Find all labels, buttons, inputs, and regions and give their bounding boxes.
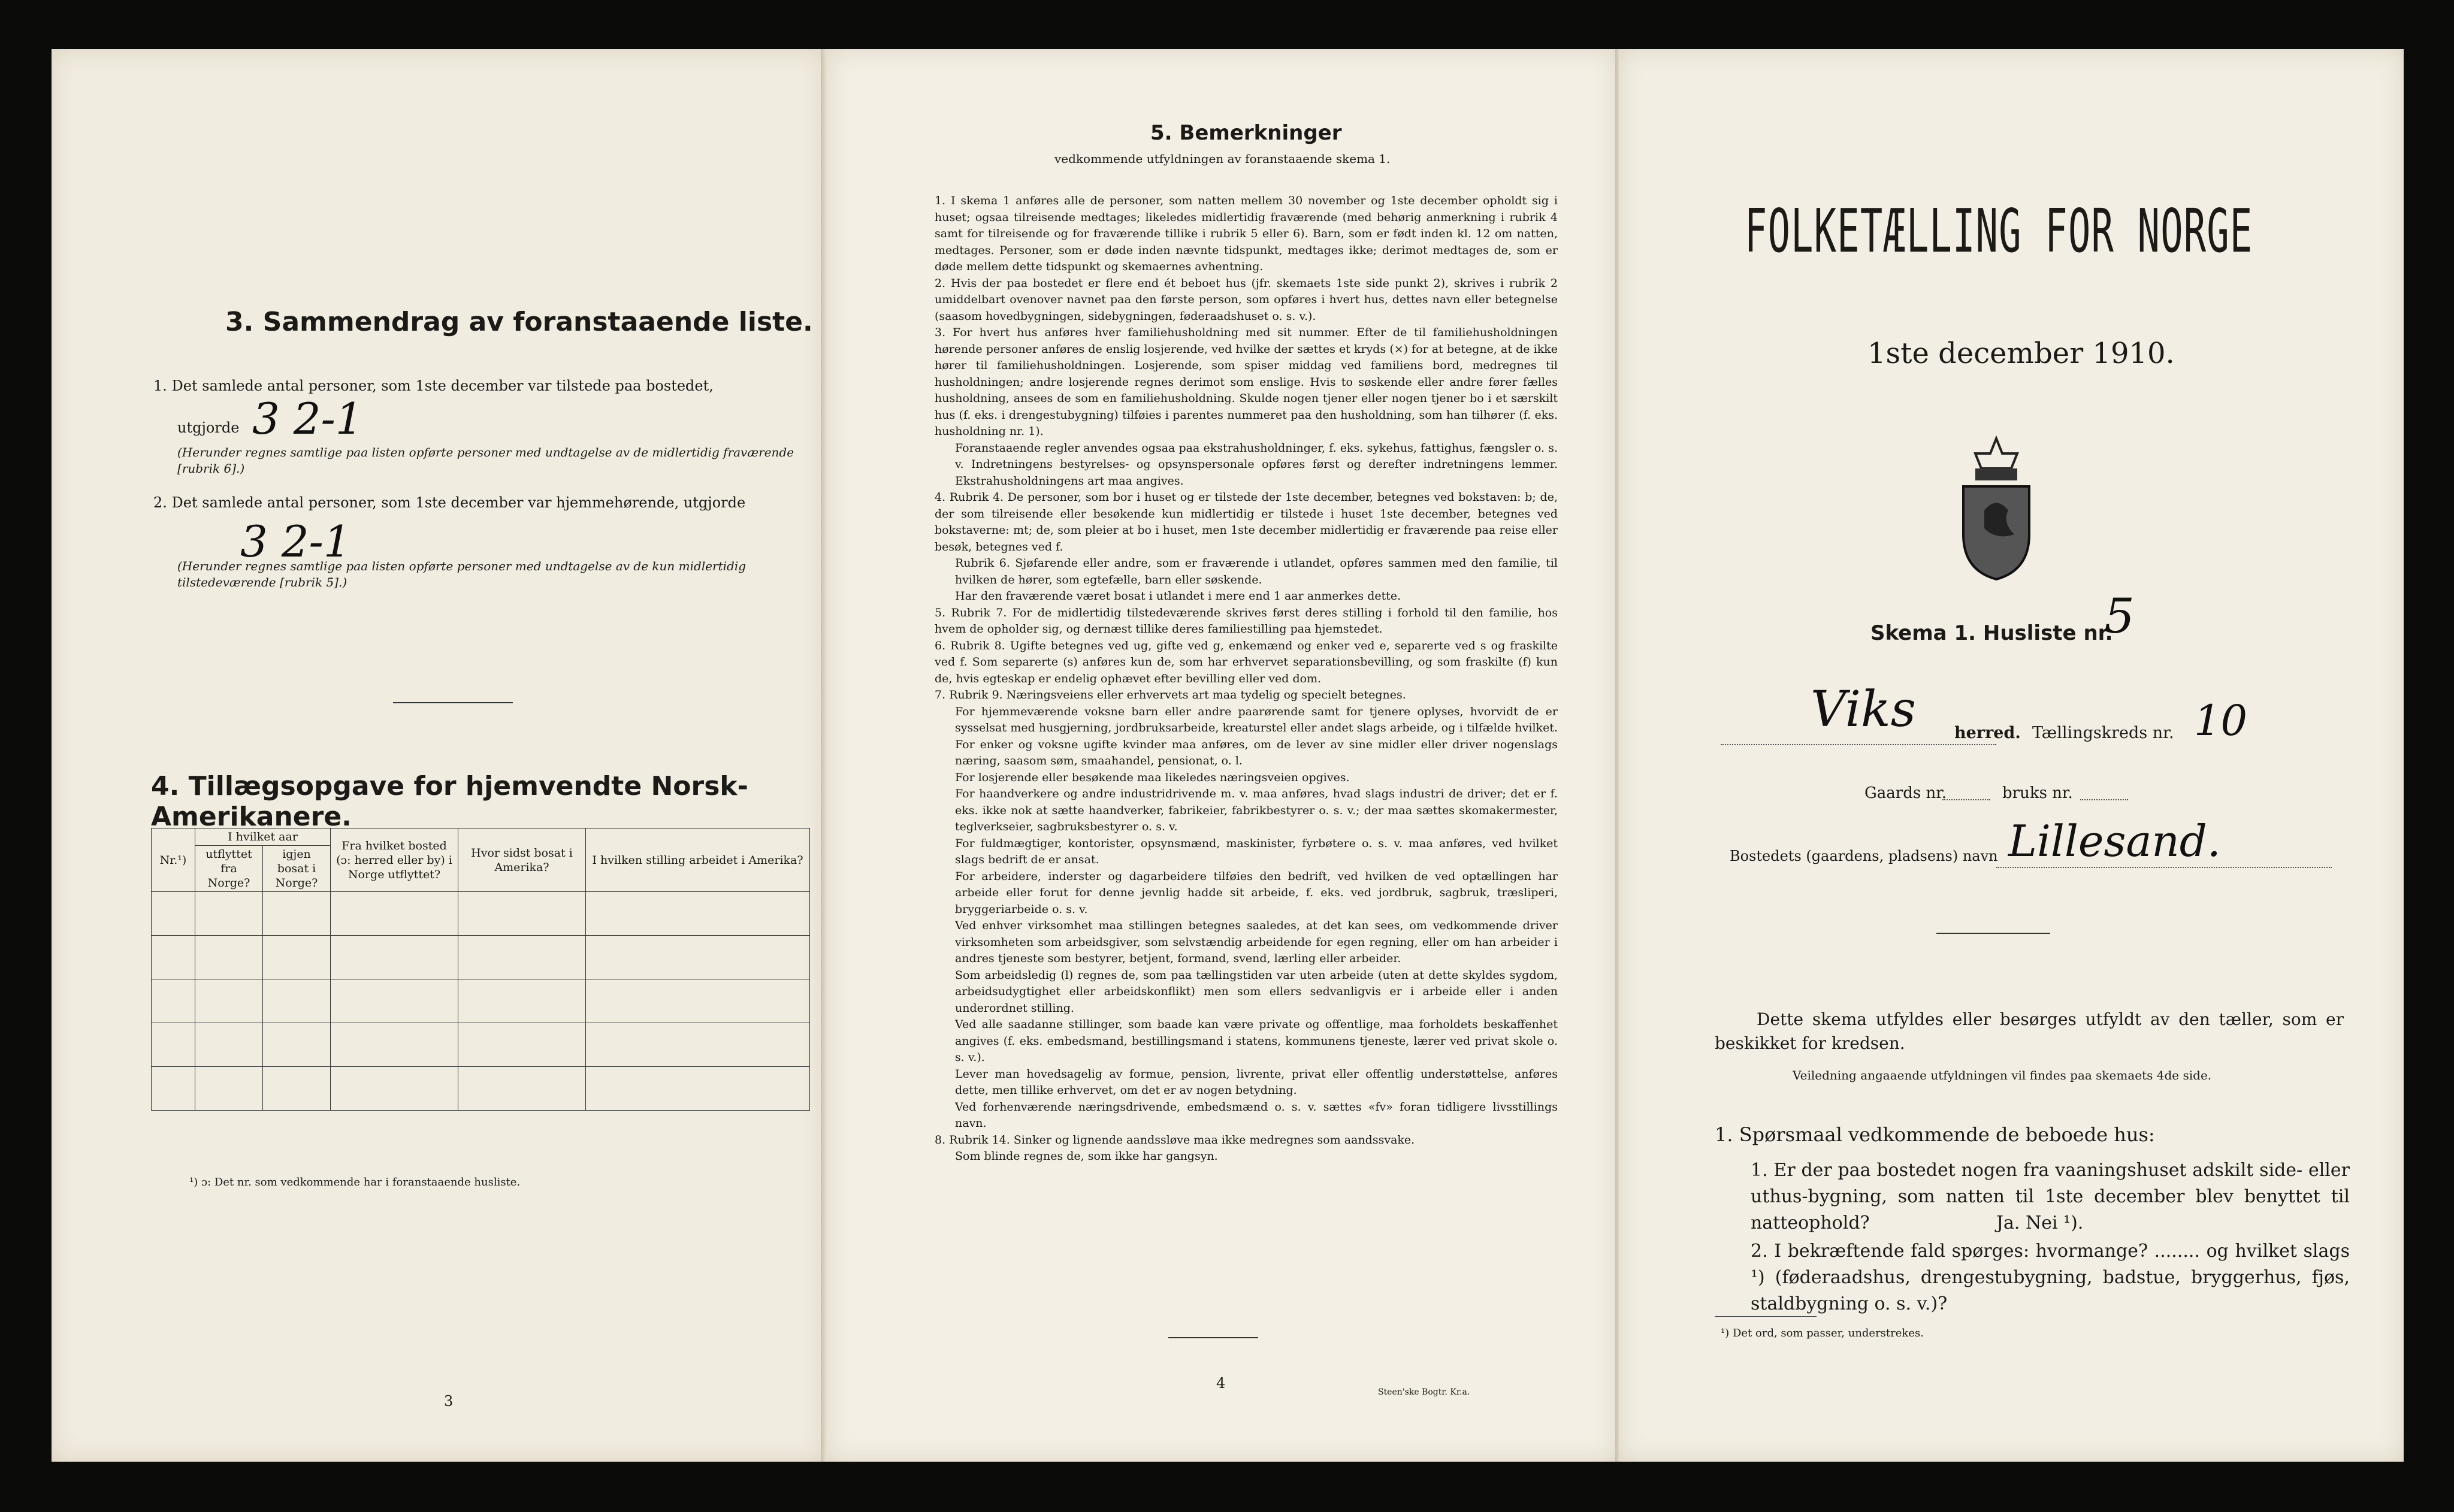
- section3-item2-text: 2. Det samlede antal personer, som 1ste december var hjemmehørende, utgjorde: [153, 494, 746, 511]
- section3-item1-text: 1. Det samlede antal personer, som 1ste december var tilstede paa bostedet,: [153, 377, 714, 394]
- remark-item: Foranstaaende regler anvendes ogsaa paa ekstrahusholdninger, f. eks. sykehus, fattighus, fængsler o. s. v. Indretningens bestyrelses- og opsynspersonale opføres først og derefter indretningens lemmer. Ekstrahusholdningens art maa angives.: [955, 441, 1558, 488]
- herred-handwritten: Viks: [1811, 681, 1916, 738]
- husliste-number-handwritten: 5: [2104, 588, 2135, 644]
- remark-item: 6. Rubrik 8. Ugifte betegnes ved ug, gifte ved g, enkemænd og enker ved e, separerte ved s og fraskilte ved f. Som separerte (s) anføres kun de, som har erhvervet separationsbevilling, og som fraskilte (f) kun de, hvis egteskap er endelig ophævet efter bevilling eller ved dom.: [935, 639, 1558, 685]
- remark-item: 4. Rubrik 4. De personer, som bor i huset og er tilstede der 1ste december, betegnes ved bokstaven: b; de, der som tilreisende eller besøkende kun midlertidig er tilstede i huset 1ste december, betegnes ved bokstaverne: mt; de, som pleier at bo i huset, men 1ste december midlertidig er fraværende paa reise eller besøk, betegnes ved f.: [935, 491, 1558, 554]
- col-group-aar: I hvilket aar: [195, 828, 331, 846]
- remarks-list: [935, 193, 1558, 1165]
- section4-title: 4. Tillægsopgave for hjemvendte Norsk-Amerikanere.: [151, 771, 748, 832]
- remark-item: For arbeidere, inderster og dagarbeidere tilføies den bedrift, ved hvilken de ved optællingen har arbeide eller forut for denne jevnlig hadde sit arbeide, f. eks. ved jordbruk, sagbruk, træsliperi, bryggeriarbeide o. s. v.: [955, 869, 1558, 916]
- remark-item: 7. Rubrik 9. Næringsveiens eller erhvervets art maa tydelig og specielt betegnes.: [935, 688, 1406, 701]
- intro-text: Dette skema utfyldes eller besørges utfyldt av den tæller, som er beskikket for kredsen.: [1715, 1009, 2344, 1053]
- col-nr: Nr.¹): [152, 828, 195, 892]
- section3-item2-handwritten: 3 2-1: [240, 516, 351, 567]
- tillaeg-table: [151, 828, 810, 1111]
- page-middle: [827, 49, 1616, 1462]
- table-row: [152, 979, 810, 1023]
- remark-item: 3. For hvert hus anføres hver familiehusholdning med sit nummer. Efter de til familiehusholdningen hørende personer anføres de enslig losjerende, ved hvilke der sættes et kryds (×) for at betegne, at de ikke hører til familiehusholdningen. Losjerende, som spiser middag ved familiens bord, medregnes til husholdningen; andre losjerende regnes derimot som enslige. Hvis to søskende eller andre fører fælles husholdning, ansees de som en familiehusholdning. Skulde nogen tjener eller nogen tjener bo i et særskilt hus (f. eks. i drengestubygning) tilføies i parentes nummeret paa den husholdning, som han tilhører (f. eks. husholdning nr. 1).: [935, 326, 1558, 438]
- remark-item: Lever man hovedsagelig av formue, pension, livrente, privat eller offentlig understøttelse, anføres dette, men tillike erhvervet, om det er av nogen betydning.: [955, 1067, 1558, 1097]
- section3-item2-note: (Herunder regnes samtlige paa listen opførte personer med undtagelse av de kun midlertidig tilstedeværende [rubrik 5].): [177, 559, 747, 589]
- col-fra-bosted: Fra hvilket bosted (ɔ: herred eller by) i Norge utflyttet?: [331, 828, 458, 892]
- census-title: FOLKETÆLLING FOR NORGE: [1745, 196, 2253, 266]
- gaards-label: Gaards nr.: [1864, 784, 1947, 802]
- remark-item: Ved alle saadanne stillinger, som baade kan være private og offentlige, maa forholdets beskaffenhet angives (f. eks. embedsmand, bestillingsmand i statens, kommunens tjeneste, lærer ved privat skole o. s. v.).: [955, 1018, 1558, 1064]
- table-row: [152, 1023, 810, 1067]
- section3-item1-handwritten: 3 2-1: [252, 394, 363, 444]
- bosted-handwritten: Lillesand.: [2008, 816, 2221, 866]
- footnote: ¹) Det ord, som passer, understrekes.: [1721, 1327, 1924, 1339]
- remark-item: For fuldmægtiger, kontorister, opsynsmænd, maskinister, fyrbøtere o. s. v. maa anføres, ved hvilket slags bedrift de er ansat.: [955, 836, 1558, 866]
- remark-item: 1. I skema 1 anføres alle de personer, som natten mellem 30 november og 1ste december opholdt sig i huset; ogsaa tilreisende medtages; likeledes midlertidig fraværende (med behørig anmerkning i rubrik 4 samt for tilreisende og for fraværende tillike i rubrik 5 eller 6). Barn, som er født inden kl. 12 om natten, medtages. Personer, som er døde inden nævnte tidspunkt, medtages ikke; derimot medtages de, som er døde mellem dette tidspunkt og skemaernes avhentning.: [935, 194, 1558, 273]
- bruks-label: bruks nr.: [2002, 784, 2073, 802]
- remark-item: For haandverkere og andre industridrivende m. v. maa anføres, hvad slags industri de driver; det er f. eks. ikke nok at sætte haandverker, fabrikeier, fabrikbestyrer o. s. v.; der maa sættes skomakermester, teglverkseier, sagbruksbestyrer o. s. v.: [955, 787, 1558, 833]
- section3-title: 3. Sammendrag av foranstaaende liste.: [225, 307, 813, 337]
- page-number: 4: [1216, 1375, 1226, 1392]
- printer-mark: Steen'ske Bogtr. Kr.a.: [1378, 1387, 1470, 1397]
- question-1-answer: Ja. Nei ¹).: [1996, 1212, 2084, 1233]
- remark-item: Rubrik 6. Sjøfarende eller andre, som er fraværende i utlandet, opføres sammen med den familie, til hvilken de hører, som egtefælle, barn eller søskende.: [955, 557, 1558, 586]
- remark-item: Har den fraværende været bosat i utlandet i mere end 1 aar anmerkes dette.: [955, 589, 1401, 603]
- questions-heading: 1. Spørsmaal vedkommende de beboede hus:: [1715, 1123, 2155, 1146]
- skema-label: Skema 1. Husliste nr.: [1870, 621, 2113, 645]
- remark-item: 8. Rubrik 14. Sinker og lignende aandssløve maa ikke medregnes som aandssvake.: [935, 1133, 1415, 1147]
- remark-item: For hjemmeværende voksne barn eller andre paarørende samt for tjenere oplyses, hvorvidt de er sysselsat med husgjerning, jordbruksarbeide, kreaturstel eller andet slags arbeide, og i tilfælde hvilket. For enker og voksne ugifte kvinder maa anføres, om de lever av sine midler eller driver nogenslags næring, saasom søm, smaahandel, pensionat, o. l.: [955, 704, 1558, 767]
- ornament-divider: [1936, 933, 2050, 934]
- section3-item1-label: utgjorde: [177, 419, 240, 436]
- divider: [393, 702, 513, 703]
- bosted-label: Bostedets (gaardens, pladsens) navn: [1730, 848, 1998, 864]
- page-right: [1619, 49, 2404, 1462]
- remark-item: For losjerende eller besøkende maa likeledes næringsveien opgives.: [955, 770, 1350, 784]
- table-row: [152, 892, 810, 936]
- herred-label: herred.: [1954, 724, 2021, 742]
- remarks-subtitle: vedkommende utfyldningen av foranstaaende skema 1.: [1054, 152, 1391, 166]
- question-1: 1. Er der paa bostedet nogen fra vaaningshuset adskilt side- eller uthus-bygning, som natten til 1ste december blev benyttet til natteophold?: [1751, 1160, 2350, 1233]
- divider: [1168, 1337, 1258, 1338]
- section3-item1-note: (Herunder regnes samtlige paa listen opførte personer med undtagelse av de midlertidig fraværende [rubrik 6].): [177, 445, 794, 476]
- remark-item: Som arbeidsledig (l) regnes de, som paa tællingstiden var uten arbeide (uten at dette skyldes sygdom, arbeidsudygtighet eller arbeidskonflikt) men som ellers sedvanligvis er i arbeide eller i anden underordnet stilling.: [955, 968, 1558, 1015]
- veiledning-text: Veiledning angaaende utfyldningen vil findes paa skemaets 4de side.: [1793, 1068, 2212, 1082]
- coat-of-arms-icon: [1954, 427, 2038, 585]
- census-title-wrap: [1745, 196, 2344, 280]
- kreds-label: Tællingskreds nr.: [2032, 724, 2174, 742]
- kreds-handwritten: 10: [2194, 696, 2248, 745]
- col-hvor-bosat: Hvor sidst bosat i Amerika?: [458, 828, 586, 892]
- page-number: 3: [444, 1393, 454, 1410]
- remark-item: Ved forhenværende næringsdrivende, embedsmænd o. s. v. sættes «fv» foran tidligere livsstillings navn.: [955, 1100, 1558, 1130]
- table-row: [152, 936, 810, 979]
- question-2: 2. I bekræftende fald spørges: hvormange? ........ og hvilket slags ¹) (føderaadshus, drengestubygning, badstue, bryggerhus, fjøs, staldbygning o. s. v.)?: [1751, 1241, 2350, 1314]
- col-stilling: I hvilken stilling arbeidet i Amerika?: [586, 828, 810, 892]
- section4-footnote: ¹) ɔ: Det nr. som vedkommende har i foranstaaende husliste.: [189, 1176, 521, 1189]
- remark-item: 2. Hvis der paa bostedet er flere end ét beboet hus (jfr. skemaets 1ste side punkt 2), skrives i rubrik 2 umiddelbart ovenover navnet paa den første person, som opføres i hvert hus, dettes navn eller betegnelse (saasom hovedbygningen, sidebygningen, føderaadshuset o. s. v.).: [935, 276, 1558, 323]
- page-left: [52, 49, 824, 1462]
- col-utflyttet: utflyttet fra Norge?: [195, 846, 263, 892]
- col-igjen-bosat: igjen bosat i Norge?: [263, 846, 331, 892]
- remark-item: Som blinde regnes de, som ikke har gangsyn.: [955, 1150, 1218, 1163]
- remarks-title: 5. Bemerkninger: [1150, 121, 1342, 145]
- remark-item: Ved enhver virksomhet maa stillingen betegnes saaledes, at det kan sees, om vedkommende driver virksomheten som arbeidsgiver, som selvstændig arbeidende for egen regning, eller om han arbeider i andres tjeneste som bestyrer, betjent, formand, svend, lærling eller arbeider.: [955, 919, 1558, 965]
- remark-item: 5. Rubrik 7. For de midlertidig tilstedeværende skrives først deres stilling i forhold til den familie, hos hvem de opholder sig, og dernæst tillike deres familiestilling paa hjemstedet.: [935, 606, 1558, 636]
- table-row: [152, 1067, 810, 1111]
- census-date: 1ste december 1910.: [1867, 337, 2175, 370]
